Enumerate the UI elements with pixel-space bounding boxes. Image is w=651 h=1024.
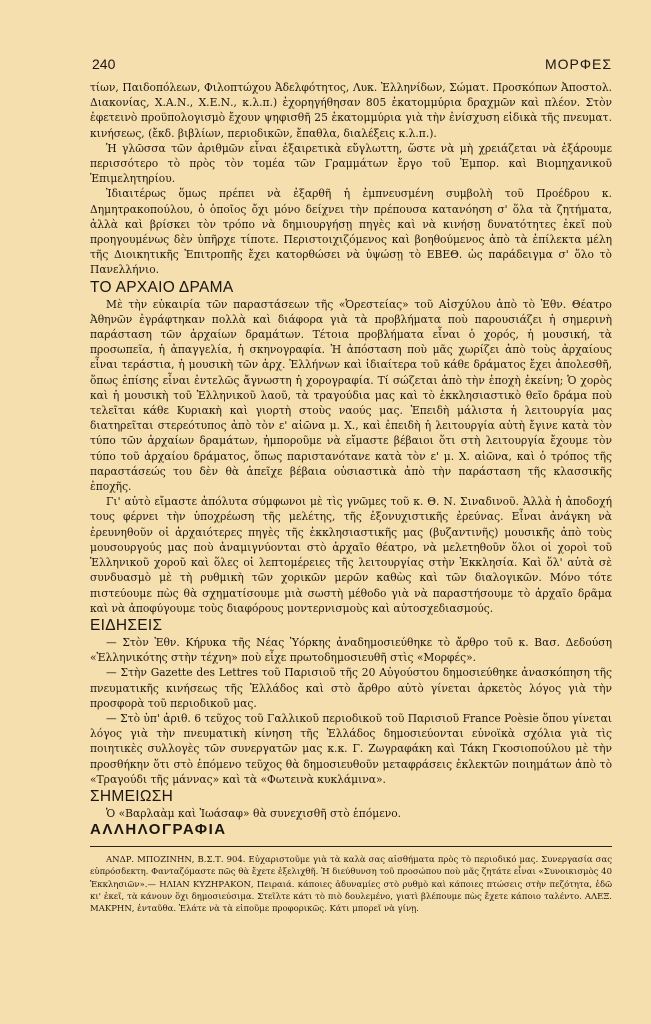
section-heading-news: ΕΙΔΗΣΕΙΣ	[90, 616, 163, 634]
news-item: — Στὴν Gazette des Lettres τοῦ Παρισιοῦ τῆς 20 Αὐγούστου δημοσιεύθηκε ἀνασκόπηση τῆς πνευματικῆς κινήσεως τῆς Ἑλλάδος καὶ στὸ ἄρθρο αὐτὸ γίνεται ἀρκετὸς λόγος γιὰ τὴν προσφορὰ τοῦ περιοδικοῦ μας.	[90, 666, 612, 710]
drama-paragraph: Μὲ τὴν εὐκαιρία τῶν παραστάσεων τῆς «Ὀρεστείας» τοῦ Αἰσχύλου ἀπὸ τὸ Ἐθν. Θέατρο Ἀθηνῶν ἐγράφτηκαν πολλὰ καὶ διάφορα γιὰ τὰ προβλήματα ποὺ παρουσιάζει ἡ σημερινὴ παράσταση τῶν ἀρχαίων δραμάτων. Τέτοια προβλήματα εἶναι ὁ χορός, ἡ μουσική, τὰ προσωπεῖα, ἡ ἀπαγγελία, ἡ σκηνογραφία. Ἡ ἀπόσταση ποὺ μᾶς χωρίζει ἀπὸ τοὺς ἀρχαίους εἶναι τεράστια, ἡ μουσικὴ τῶν ἀρχ. Ἑλλήνων καὶ ἰδιαίτερα τοῦ κάθε δράματος ἔχει ἀπολεσθῆ, ὅπως ἐπίσης εἶναι ἐντελῶς ἄγνωστη ἡ χορογραφία. Τί σώζεται ἀπὸ τὴν ἐποχὴ ἐκείνη; Ὁ χορὸς καὶ ἡ μουσικὴ τοῦ Ἑλληνικοῦ λαοῦ, τὰ τραγούδια μας καὶ τὸ ἐκκλησιαστικὸ θεῖο δράμα ποὺ τελεῖται κάθε Κυριακὴ καὶ γιορτὴ στοὺς ναούς μας. Ἐπειδὴ μάλιστα ἡ λειτουργία μας διατηρεῖται στερεότυπος ἀπὸ τὸν ε' αἰῶνα μ. Χ., καὶ ἐπειδὴ ἡ λειτουργία αὐτὴ ἔγινε κατὰ τὸν τύπο τῶν ἀρχαίων δραμάτων, ἠμποροῦμε νὰ εἴμαστε βέβαιοι ὅτι στὴ λειτουργία ἔχουμε τὸν τύπο τοῦ ἀρχαίου δράματος, ὅπως παριστανότανε κατὰ τὸν ε' μ. Χ. αἰῶνα, καὶ ὁ τρόπος τῆς παραστάσεώς του δὲν θὰ ἀπεῖχε βέβαια οὐσιαστικὰ ἀπὸ τὴν παράσταση τῆς κλασσικῆς ἐποχῆς.	[90, 297, 612, 494]
section-heading-note: ΣΗΜΕΙΩΣΗ	[90, 787, 174, 805]
note-text: Ὁ «Βαρλαὰμ καὶ Ἰωάσαφ» θὰ συνεχισθῆ στὸ ἑπόμενο.	[106, 806, 402, 820]
section-heading-drama: ΤΟ ΑΡΧΑΙΟ ΔΡΑΜΑ	[90, 278, 234, 296]
news-item: — Στὸ ὑπ' ἀριθ. 6 τεῦχος τοῦ Γαλλικοῦ περιοδικοῦ τοῦ Παρισιοῦ France Poèsie ὅπου γίνεται λόγος γιὰ τὴν πνευματικὴ κίνηση τῆς Ἑλλάδος δημοσιεύονται εὐνοϊκὰ σχόλια γιὰ τὶς ποιητικὲς συλλογὲς τῶν συνεργατῶν μας κ.κ. Γ. Ζωγραφάκη καὶ Τάκη Γκοσιοπούλου μὲ τὴν προσθήκην ὅτι στὸ ἑπόμενο τεῦχος θὰ δημοσιευθοῦν μεταφράσεις ἐκλεκτῶν ποιημάτων ἀπὸ τὸ «Τραγούδι τῆς μάννας» καὶ τὰ «Φωτεινὰ κυκλάμινα».	[90, 711, 612, 786]
page-number: 240	[92, 56, 116, 72]
news-item: — Στὸν Ἐθν. Κήρυκα τῆς Νέας Ὑόρκης ἀναδημοσιεύθηκε τὸ ἄρθρο τοῦ κ. Βασ. Δεδούση «Ἑλληνικότης στὴν τέχνη» ποὺ εἶχε πρωτοδημοσιευθῆ στὶς «Μορφές».	[90, 635, 612, 665]
intro-paragraph: Ἡ γλῶσσα τῶν ἀριθμῶν εἶναι ἐξαιρετικὰ εὔγλωττη, ὥστε νὰ μὴ χρειάζεται νὰ ἐξάρουμε περισσότερο τὸ πρὸς τὸν τομέα τῶν Γραμμάτων ἔργο τοῦ Ἐμπορ. καὶ Βιομηχανικοῦ Ἐπιμελητηρίου.	[90, 141, 612, 186]
article-body	[90, 80, 612, 916]
drama-paragraph: Γι' αὐτὸ εἴμαστε ἀπόλυτα σύμφωνοι μὲ τὶς γνῶμες τοῦ κ. Θ. Ν. Σιναδινοῦ. Ἀλλὰ ἡ ἀποδοχή τους φέρνει τὴν ὑποχρέωση τῆς μελέτης, τῆς ἐξονυχιστικῆς ἐρεύνας. Εἶναι ἀνάγκη νὰ ἐρευνηθοῦν οἱ ἀρχαιότερες πηγὲς τῆς ἐκκλησιαστικῆς μας (βυζαντινῆς) μουσικῆς ἀπὸ τοὺς μουσουργούς μας ποὺ ἀναμιγνύονται στὸ ἀρχαῖο θέατρο, νὰ μελετηθοῦν ὅλοι οἱ χοροὶ τοῦ Ἑλληνικοῦ χοροῦ καὶ ὅλες οἱ λεπτομέρειες τῆς λειτουργίας στὴν Ἐκκλησία. Καὶ ὅλ' αὐτὰ σὲ συνδυασμὸ μὲ τὴ ρυθμικὴ τῶν χορικῶν μερῶν καθὼς καὶ τῶν διαλογικῶν. Μόνο τότε πιστεύουμε πὼς θὰ σχηματίσουμε μιὰ σωστὴ μέθοδο γιὰ νὰ παραστήσουμε τὸ ἀρχαῖο δρᾶμα καὶ νὰ ἀποφύγουμε τοὺς διαφόρους μοντερνισμοὺς καὶ αὐτοσχεδιασμούς.	[90, 495, 612, 615]
intro-paragraph: Ἰδιαιτέρως ὅμως πρέπει νὰ ἐξαρθῆ ἡ ἐμπνευσμένη συμβολὴ τοῦ Προέδρου κ. Δημητρακοπούλου, ὁ ὁποῖος ὄχι μόνο δείχνει τὴν πρέπουσα κατανόηση σ' ὅλα τὰ ζητήματα, ἀλλὰ καὶ βρίσκει τὸν τρόπο νὰ δημιουργήσῃ πηγὲς καὶ νὰ κινήσῃ δυνατότητες ἐκεῖ ποὺ προηγουμένως δὲν ὑπῆρχε τίποτε. Περιστοιχιζόμενος καὶ βοηθούμενος ἀπὸ τὰ ἐπίλεκτα μέλη τῆς Διοικητικῆς Ἐπιτροπῆς ἔχει κατορθώσει νὰ ὑψώσῃ τὸ ΕΒΕΘ. ὡς παράδειγμα σ' ὅλο τὸ Πανελλήνιο.	[90, 187, 612, 277]
page-header	[76, 56, 612, 74]
intro-paragraph: τίων, Παιδοπόλεων, Φιλοπτώχου Ἀδελφότητος, Λυκ. Ἑλληνίδων, Σώματ. Προσκόπων Ἀποστολ. Διακονίας, Χ.Α.Ν., Χ.Ε.Ν., κ.λ.π.) ἐχορηγήθησαν 805 ἑκατομμύρια δραχμῶν καὶ πλέον. Στὸν ἐφετεινὸ προϋπολογισμὸ ἔχουν ψηφισθῆ 25 ἑκατομμύρια γιὰ τὴν ἐνίσχυση εἰδικὰ τῆς πνευματ. κινήσεως, (ἔκδ. βιβλίων, περιοδικῶν, ἔπαθλα, διαλέξεις κ.λ.π.).	[90, 81, 612, 140]
correspondence-text: ΑΝΔΡ. ΜΠΟΖΙΝΗΝ, Β.Σ.Τ. 904. Εὐχαριστοῦμε γιὰ τὰ καλὰ σας αἰσθήματα πρὸς τὸ περιοδικό μας. Συνεργασία σας εὐπρόσδεκτη. Φανταζόμαστε πῶς θὰ ἔχετε ἐξελιχθῆ. Ἡ διεύθυνση τοῦ προσώπου ποὺ μᾶς ζητάτε εἶναι «Συνοικισμὸς 40 Ἐκκλησιῶν».— ΗΛΙΑΝ ΚΥΖΗΡΑΚΟΝ, Πειραιά. κάποιες ἀδυναμίες στὸ ρυθμὸ καὶ κάποιες πτώσεις στὴν πεζότητα, ἐδῶ κι' ἐκεῖ, τὰ κάνουν ὅχι δημοσιεύσιμα. Στεῖλτε κάτι τὸ πιὸ δουλεμένο, γιατὶ βλέπουμε πὼς ἔχετε κάποιο ταλέντο. ΑΛΕΞ. ΜΑΚΡΗΝ, ἐνταῦθα. Ἐλάτε νὰ τὰ εἰποῦμε προφορικῶς. Κάτι μπορεῖ νὰ γίνῃ.	[90, 855, 612, 915]
journal-title: ΜΟΡΦΕΣ	[544, 56, 612, 72]
section-heading-correspondence: ΑΛΛΗΛΟΓΡΑΦΙΑ	[90, 821, 227, 839]
divider	[90, 846, 612, 847]
correspondence-block	[90, 854, 612, 915]
